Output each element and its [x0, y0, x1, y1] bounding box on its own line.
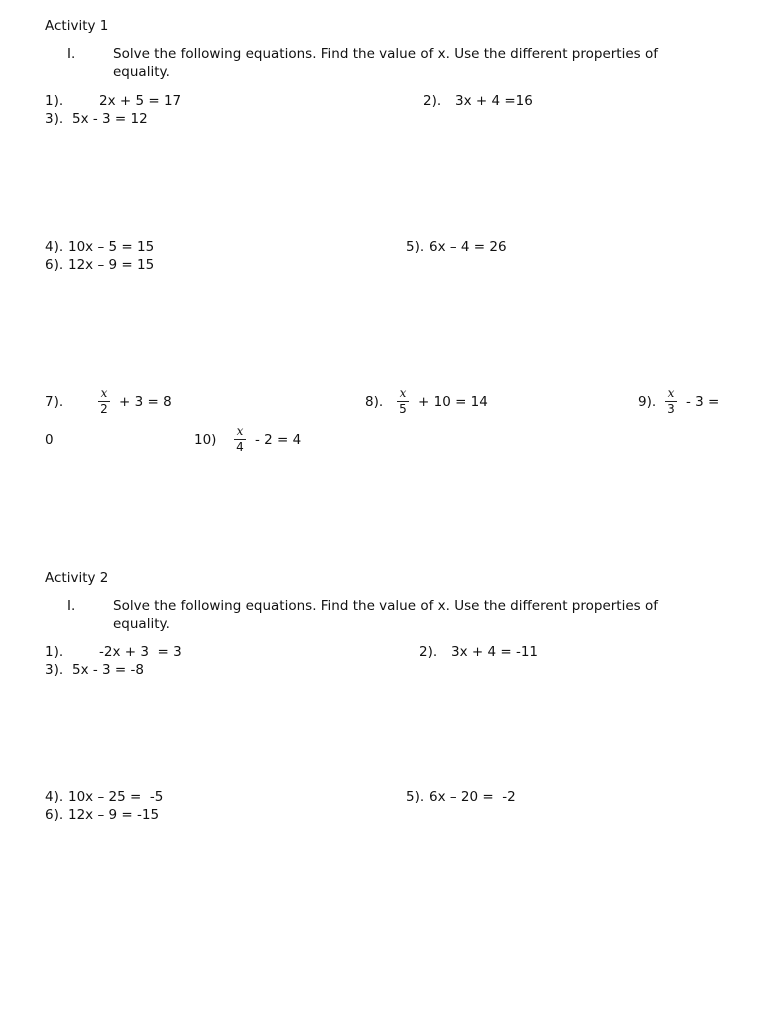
a1-problem-9-label: 9). — [638, 394, 657, 410]
activity-1-instruction-text: Solve the following equations. Find the value of x. Use the different properties of equality. — [113, 46, 658, 80]
a1-problem-8-numerator: x — [399, 386, 407, 400]
a1-problem-8-label: 8). — [365, 394, 384, 410]
a1-problem-9-numerator: x — [667, 386, 675, 400]
a2-problem-2-equation: 3x + 4 = -11 — [451, 644, 539, 660]
a1-problem-7-denominator: 2 — [100, 402, 108, 416]
activity-1-instruction-numeral: I. — [67, 46, 76, 62]
a2-problem-3-label: 3). — [45, 662, 64, 678]
a2-problem-3-equation: 5x - 3 = -8 — [72, 662, 144, 678]
a1-problem-9-rest: - 3 = — [686, 394, 720, 410]
a1-problem-7-fraction — [96, 387, 112, 416]
a2-problem-4-equation: 10x – 25 = -5 — [68, 789, 164, 805]
a1-problem-9-wrap: 0 — [45, 432, 54, 448]
a1-problem-10-denominator: 4 — [236, 440, 244, 454]
a2-problem-2-label: 2). — [419, 644, 438, 660]
a1-problem-7-numerator: x — [100, 386, 108, 400]
a1-problem-7-rest: + 3 = 8 — [119, 394, 172, 410]
a1-problem-10-rest: - 2 = 4 — [255, 432, 302, 448]
a1-problem-9-fraction — [663, 387, 679, 416]
a1-problem-6-label: 6). — [45, 257, 64, 273]
a2-problem-6-label: 6). — [45, 807, 64, 823]
a1-problem-2-equation: 3x + 4 =16 — [455, 93, 533, 109]
a1-problem-6-equation: 12x – 9 = 15 — [68, 257, 155, 273]
a2-problem-5-label: 5). — [406, 789, 425, 805]
a1-problem-5-label: 5). — [406, 239, 425, 255]
activity-2-title: Activity 2 — [45, 570, 109, 586]
a1-problem-3-label: 3). — [45, 111, 64, 127]
a2-problem-1-label: 1). — [45, 644, 64, 660]
a1-problem-3-equation: 5x - 3 = 12 — [72, 111, 148, 127]
a1-problem-8-fraction — [395, 387, 411, 416]
a1-problem-9-denominator: 3 — [667, 402, 675, 416]
a1-problem-10-numerator: x — [236, 424, 244, 438]
a1-problem-8-rest: + 10 = 14 — [418, 394, 488, 410]
a2-problem-6-equation: 12x – 9 = -15 — [68, 807, 160, 823]
a1-problem-1-equation: 2x + 5 = 17 — [99, 93, 182, 109]
a1-problem-1-label: 1). — [45, 93, 64, 109]
activity-2-instruction-text: Solve the following equations. Find the value of x. Use the different properties of equality. — [113, 598, 658, 632]
activity-1-title: Activity 1 — [45, 18, 109, 34]
a1-problem-7-label: 7). — [45, 394, 64, 410]
a1-problem-5-equation: 6x – 4 = 26 — [429, 239, 507, 255]
a2-problem-5-equation: 6x – 20 = -2 — [429, 789, 516, 805]
a1-problem-2-label: 2). — [423, 93, 442, 109]
a2-problem-1-equation: -2x + 3 = 3 — [99, 644, 182, 660]
activity-2-instruction-numeral: I. — [67, 598, 76, 614]
a1-problem-10-fraction — [232, 425, 248, 454]
a1-problem-4-label: 4). — [45, 239, 64, 255]
a1-problem-8-denominator: 5 — [399, 402, 407, 416]
a1-problem-10-label: 10) — [194, 432, 217, 448]
a2-problem-4-label: 4). — [45, 789, 64, 805]
a1-problem-4-equation: 10x – 5 = 15 — [68, 239, 155, 255]
